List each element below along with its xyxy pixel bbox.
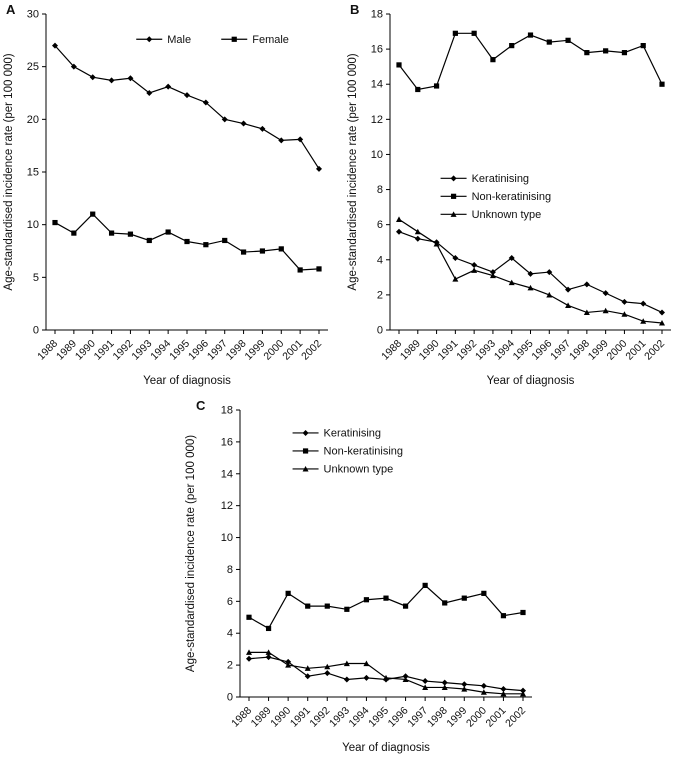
square-marker xyxy=(298,267,303,272)
x-tick-label: 1994 xyxy=(148,337,174,363)
square-marker xyxy=(325,604,330,609)
square-marker xyxy=(90,212,95,217)
x-tick-label: 1999 xyxy=(444,704,470,730)
chart-a xyxy=(0,2,340,392)
x-tick-label: 1992 xyxy=(454,337,480,363)
x-tick-label: 1998 xyxy=(424,704,450,730)
x-tick-label: 1998 xyxy=(223,337,249,363)
square-marker xyxy=(451,194,456,199)
square-marker xyxy=(509,43,514,48)
legend-label: Keratinising xyxy=(471,172,530,185)
x-tick-label: 2002 xyxy=(299,337,325,363)
x-tick-label: 2001 xyxy=(483,704,509,730)
diamond-marker xyxy=(396,229,402,235)
chart-b xyxy=(344,2,683,392)
x-tick-label: 1991 xyxy=(435,337,461,363)
triangle-marker xyxy=(452,276,458,282)
x-tick-label: 1989 xyxy=(53,337,79,363)
y-tick-label: 14 xyxy=(370,78,383,91)
y-tick-label: 5 xyxy=(32,271,39,284)
diamond-marker xyxy=(640,301,646,307)
diamond-marker xyxy=(297,136,303,142)
x-tick-label: 1992 xyxy=(110,337,136,363)
x-tick-label: 2000 xyxy=(261,337,287,363)
panel-c xyxy=(182,398,544,759)
square-marker xyxy=(481,591,486,596)
square-marker xyxy=(232,37,237,42)
x-tick-label: 2002 xyxy=(503,704,529,730)
y-tick-label: 4 xyxy=(226,627,233,640)
x-tick-label: 1989 xyxy=(248,704,274,730)
x-tick-label: 1990 xyxy=(72,337,98,363)
series-non-keratinising xyxy=(246,583,525,631)
diamond-marker xyxy=(146,36,152,42)
x-tick-label: 1994 xyxy=(491,337,517,363)
y-tick-label: 16 xyxy=(370,43,383,56)
diamond-marker xyxy=(109,77,115,83)
square-marker xyxy=(147,238,152,243)
chart-a-canvas xyxy=(0,2,340,392)
x-tick-label: 1996 xyxy=(529,337,555,363)
diamond-marker xyxy=(241,121,247,127)
square-marker xyxy=(396,62,401,67)
square-marker xyxy=(344,607,349,612)
y-tick-label: 0 xyxy=(376,324,383,337)
square-marker xyxy=(462,596,467,601)
y-tick-label: 18 xyxy=(220,404,233,417)
x-tick-label: 1995 xyxy=(366,704,392,730)
square-marker xyxy=(528,32,533,37)
diamond-marker xyxy=(422,678,428,684)
y-tick-label: 6 xyxy=(226,595,233,608)
square-marker xyxy=(241,249,246,254)
x-tick-label: 1988 xyxy=(379,337,405,363)
square-marker xyxy=(547,39,552,44)
diamond-marker xyxy=(451,175,457,181)
triangle-marker xyxy=(415,229,421,235)
y-tick-label: 12 xyxy=(220,500,233,513)
diamond-marker xyxy=(659,309,665,315)
diamond-marker xyxy=(584,281,590,287)
square-marker xyxy=(520,610,525,615)
legend-label: Non-keratinising xyxy=(471,190,552,203)
diamond-marker xyxy=(259,126,265,132)
x-tick-label: 1988 xyxy=(35,337,61,363)
y-axis-title: Age-standardised incidence rate (per 100 000) xyxy=(3,53,15,291)
legend-label: Keratinising xyxy=(323,427,382,440)
y-tick-label: 0 xyxy=(226,691,233,704)
diamond-marker xyxy=(278,137,284,143)
square-marker xyxy=(260,248,265,253)
x-tick-label: 1997 xyxy=(548,337,574,363)
x-tick-label: 1993 xyxy=(326,704,352,730)
square-marker xyxy=(316,266,321,271)
square-marker xyxy=(303,448,308,453)
diamond-marker xyxy=(344,676,350,682)
diamond-marker xyxy=(471,262,477,268)
y-tick-label: 10 xyxy=(220,532,233,545)
panel-c-label: C xyxy=(196,398,206,413)
x-tick-label: 1993 xyxy=(129,337,155,363)
x-axis-title: Year of diagnosis xyxy=(486,375,575,387)
x-tick-label: 1991 xyxy=(91,337,117,363)
square-marker xyxy=(415,87,420,92)
y-tick-label: 12 xyxy=(370,113,383,126)
y-tick-label: 14 xyxy=(220,468,233,481)
square-marker xyxy=(584,50,589,55)
y-tick-label: 20 xyxy=(26,113,39,126)
square-marker xyxy=(266,626,271,631)
y-tick-label: 0 xyxy=(32,324,39,337)
square-marker xyxy=(622,50,627,55)
diamond-marker xyxy=(90,74,96,80)
x-tick-label: 1997 xyxy=(204,337,230,363)
x-tick-label: 2000 xyxy=(463,704,489,730)
square-marker xyxy=(71,230,76,235)
square-marker xyxy=(279,246,284,251)
square-marker xyxy=(501,613,506,618)
square-marker xyxy=(603,48,608,53)
square-marker xyxy=(442,600,447,605)
diamond-marker xyxy=(165,84,171,90)
diamond-marker xyxy=(415,236,421,242)
square-marker xyxy=(403,604,408,609)
square-marker xyxy=(305,604,310,609)
x-tick-label: 1999 xyxy=(242,337,268,363)
square-marker xyxy=(383,596,388,601)
chart-c-canvas xyxy=(182,398,544,759)
x-tick-label: 2002 xyxy=(642,337,668,363)
x-tick-label: 1991 xyxy=(287,704,313,730)
y-axis-title: Age-standardised incidence rate (per 100 000) xyxy=(347,53,359,291)
legend-label: Unknown type xyxy=(471,208,542,221)
square-marker xyxy=(184,239,189,244)
chart-b-canvas xyxy=(344,2,683,392)
legend-label: Unknown type xyxy=(323,463,394,476)
square-marker xyxy=(364,597,369,602)
square-marker xyxy=(565,38,570,43)
square-marker xyxy=(490,57,495,62)
x-tick-label: 2001 xyxy=(623,337,649,363)
y-tick-label: 8 xyxy=(376,184,383,197)
series-non-keratinising xyxy=(396,31,664,92)
y-tick-label: 10 xyxy=(370,148,383,161)
x-tick-label: 1992 xyxy=(307,704,333,730)
square-marker xyxy=(286,591,291,596)
y-tick-label: 16 xyxy=(220,436,233,449)
x-tick-label: 1988 xyxy=(229,704,255,730)
panel-a xyxy=(0,2,340,392)
square-marker xyxy=(659,82,664,87)
chart-c xyxy=(182,398,544,759)
y-tick-label: 15 xyxy=(26,166,39,179)
diamond-marker xyxy=(184,92,190,98)
y-tick-label: 30 xyxy=(26,8,39,21)
y-tick-label: 10 xyxy=(26,219,39,232)
x-tick-label: 2001 xyxy=(280,337,306,363)
x-tick-label: 1996 xyxy=(185,337,211,363)
x-tick-label: 1996 xyxy=(385,704,411,730)
chart-c-axis-titles xyxy=(185,435,430,754)
diamond-marker xyxy=(246,656,252,662)
x-tick-label: 1990 xyxy=(416,337,442,363)
diamond-marker xyxy=(316,166,322,172)
series-keratinising xyxy=(246,654,526,693)
y-tick-label: 2 xyxy=(376,289,383,302)
y-tick-label: 8 xyxy=(226,563,233,576)
triangle-marker xyxy=(471,267,477,273)
x-tick-label: 1993 xyxy=(473,337,499,363)
diamond-marker xyxy=(303,430,309,436)
chart-b-axes xyxy=(371,9,671,363)
legend-label: Non-keratinising xyxy=(323,445,404,458)
y-tick-label: 6 xyxy=(376,219,383,232)
y-tick-label: 25 xyxy=(26,61,39,74)
triangle-marker xyxy=(396,216,402,222)
diamond-marker xyxy=(481,683,487,689)
x-tick-label: 1999 xyxy=(585,337,611,363)
chart-a-legend xyxy=(136,34,289,46)
square-marker xyxy=(166,229,171,234)
square-marker xyxy=(52,220,57,225)
x-tick-label: 1994 xyxy=(346,704,372,730)
x-tick-label: 1997 xyxy=(405,704,431,730)
square-marker xyxy=(222,238,227,243)
panel-b xyxy=(344,2,683,392)
square-marker xyxy=(109,230,114,235)
x-tick-label: 1989 xyxy=(397,337,423,363)
y-tick-label: 18 xyxy=(370,8,383,21)
panel-a-label: A xyxy=(6,2,16,17)
diamond-marker xyxy=(266,654,272,660)
series-female xyxy=(52,212,321,273)
triangle-marker xyxy=(565,302,571,308)
square-marker xyxy=(453,31,458,36)
diamond-marker xyxy=(363,675,369,681)
x-tick-label: 2000 xyxy=(604,337,630,363)
x-axis-title: Year of diagnosis xyxy=(143,375,231,387)
diamond-marker xyxy=(603,290,609,296)
square-marker xyxy=(246,615,251,620)
x-axis-title: Year of diagnosis xyxy=(342,742,430,754)
square-marker xyxy=(128,232,133,237)
square-marker xyxy=(472,31,477,36)
diamond-marker xyxy=(621,299,627,305)
diamond-marker xyxy=(324,670,330,676)
series-male xyxy=(52,43,322,172)
y-axis-title: Age-standardised incidence rate (per 100 000) xyxy=(185,434,197,673)
x-tick-label: 1995 xyxy=(167,337,193,363)
chart-c-legend xyxy=(293,427,403,475)
square-marker xyxy=(434,83,439,88)
square-marker xyxy=(203,242,208,247)
panel-b-label: B xyxy=(350,2,360,17)
chart-b-legend xyxy=(441,173,551,221)
legend-label: Male xyxy=(167,33,192,46)
square-marker xyxy=(423,583,428,588)
x-tick-label: 1995 xyxy=(510,337,536,363)
chart-a-axes xyxy=(27,9,328,363)
x-tick-label: 1998 xyxy=(566,337,592,363)
y-tick-label: 4 xyxy=(376,254,383,267)
square-marker xyxy=(641,43,646,48)
series-unknown-type xyxy=(246,649,526,696)
y-tick-label: 2 xyxy=(226,659,233,672)
x-tick-label: 1990 xyxy=(268,704,294,730)
legend-label: Female xyxy=(252,33,289,46)
